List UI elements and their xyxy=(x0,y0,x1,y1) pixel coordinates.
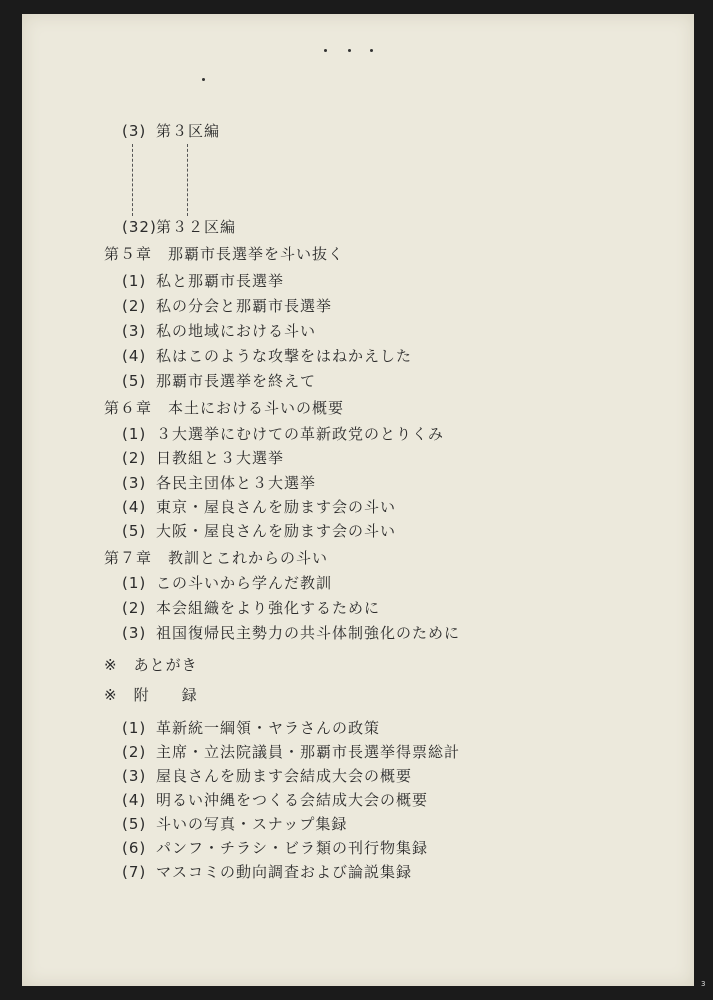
toc-entry: (5) 斗いの写真・スナップ集録 xyxy=(122,815,348,833)
appendix-heading: ※ 附 録 xyxy=(104,686,198,704)
speck-mark xyxy=(324,49,327,52)
toc-entry-part32 xyxy=(122,216,236,237)
page-number: 3 xyxy=(701,980,706,988)
chapter-5-title: 第５章 那覇市長選挙を斗い抜く xyxy=(104,245,345,263)
table-of-contents xyxy=(22,14,694,986)
chapter-6-title: 第６章 本土における斗いの概要 xyxy=(104,399,345,417)
toc-entry: (5) 那覇市長選挙を終えて xyxy=(122,372,317,390)
toc-entry: (7) マスコミの動向調査および論説集録 xyxy=(122,863,413,881)
toc-entry-part3 xyxy=(122,120,220,141)
toc-entry: (4) 私はこのような攻撃をはねかえした xyxy=(122,347,413,365)
toc-entry: (1) 革新統一綱領・ヤラさんの政策 xyxy=(122,719,381,737)
speck-mark xyxy=(202,78,205,81)
toc-entry: (2) 本会組織をより強化するために xyxy=(122,599,381,617)
toc-entry: (2) 日教組と３大選挙 xyxy=(122,449,285,467)
toc-entry: (2) 私の分会と那覇市長選挙 xyxy=(122,297,333,315)
entry-label: 第３区編 xyxy=(156,122,221,140)
toc-entry: (5) 大阪・屋良さんを励ます会の斗い xyxy=(122,522,397,540)
toc-entry: (3) 各民主団体と３大選挙 xyxy=(122,474,317,492)
toc-entry: (4) 東京・屋良さんを励ます会の斗い xyxy=(122,498,397,516)
toc-entry: (4) 明るい沖縄をつくる会結成大会の概要 xyxy=(122,791,429,809)
toc-entry: (1) 私と那覇市長選挙 xyxy=(122,272,285,290)
speck-mark xyxy=(348,49,351,52)
toc-entry: (1) ３大選挙にむけての革新政党のとりくみ xyxy=(122,425,445,443)
toc-entry: (3) 祖国復帰民主勢力の共斗体制強化のために xyxy=(122,624,461,642)
entry-number: (32) xyxy=(122,218,157,236)
toc-entry: (6) パンフ・チラシ・ビラ類の刊行物集録 xyxy=(122,839,429,857)
continuation-dash xyxy=(132,144,133,216)
afterword-heading: ※ あとがき xyxy=(104,656,198,674)
toc-entry: (1) この斗いから学んだ教訓 xyxy=(122,574,333,592)
toc-entry: (3) 私の地域における斗い xyxy=(122,322,317,340)
document-page xyxy=(22,14,694,986)
toc-entry: (2) 主席・立法院議員・那覇市長選挙得票総計 xyxy=(122,743,461,761)
speck-mark xyxy=(370,49,373,52)
chapter-7-title: 第７章 教訓とこれからの斗い xyxy=(104,549,329,567)
entry-label: 第３２区編 xyxy=(156,218,237,236)
entry-number: (3) xyxy=(122,122,147,140)
toc-entry: (3) 屋良さんを励ます会結成大会の概要 xyxy=(122,767,413,785)
continuation-dash xyxy=(187,144,188,216)
